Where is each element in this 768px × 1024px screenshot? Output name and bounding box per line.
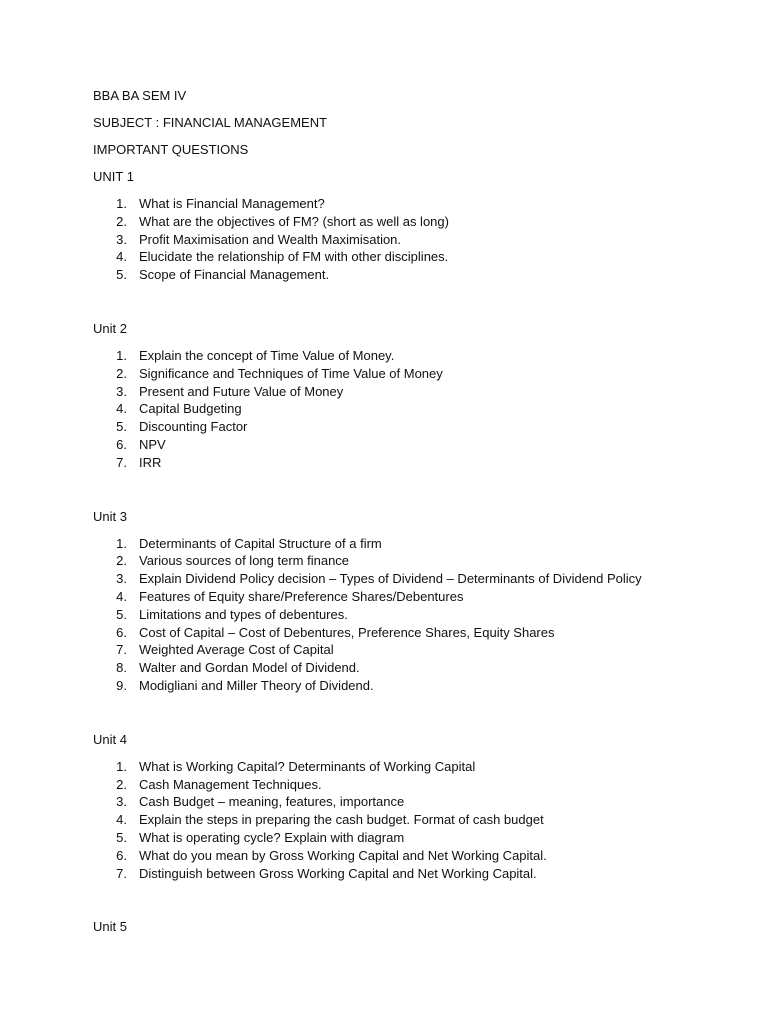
question-number: 6. xyxy=(116,436,127,452)
question-number: 6. xyxy=(116,624,127,640)
question-text: IRR xyxy=(139,454,162,470)
unit-heading: Unit 5 xyxy=(93,919,127,935)
question-number: 1. xyxy=(116,196,127,211)
question-item xyxy=(93,213,733,231)
question-text: Explain Dividend Policy decision – Types of Dividend – Determinants of Dividend Policy xyxy=(139,571,642,587)
question-text: Distinguish between Gross Working Capital and Net Working Capital. xyxy=(139,865,537,881)
question-number: 5. xyxy=(116,419,127,435)
question-text: Cash Budget – meaning, features, importance xyxy=(139,794,405,810)
unit-section xyxy=(93,918,733,936)
question-number: 5. xyxy=(116,829,127,845)
question-text: Capital Budgeting xyxy=(139,401,242,417)
question-text: What is Working Capital? Determinants of Working Capital xyxy=(139,758,476,774)
question-text: Present and Future Value of Money xyxy=(139,383,344,399)
document-title: IMPORTANT QUESTIONS xyxy=(93,142,249,157)
question-number: 1. xyxy=(116,758,127,774)
question-number: 5. xyxy=(116,606,127,622)
question-text: NPV xyxy=(139,436,166,452)
course-title: BBA BA SEM IV xyxy=(93,88,187,103)
question-item xyxy=(93,195,733,213)
question-number: 1. xyxy=(116,347,127,363)
question-item xyxy=(93,811,733,829)
question-text: Explain the steps in preparing the cash budget. Format of cash budget xyxy=(139,812,544,828)
question-text: Cash Management Techniques. xyxy=(139,776,322,792)
unit-heading: Unit 3 xyxy=(93,508,127,524)
question-item xyxy=(93,535,733,553)
question-text: Walter and Gordan Model of Dividend. xyxy=(139,660,360,676)
question-item xyxy=(93,570,733,588)
question-number: 3. xyxy=(116,383,127,399)
question-item xyxy=(93,588,733,606)
question-item xyxy=(93,641,733,659)
question-text: What is Financial Management? xyxy=(139,196,325,211)
question-item xyxy=(93,829,733,847)
section-gap xyxy=(93,472,733,508)
unit-heading: Unit 2 xyxy=(93,320,127,336)
question-item xyxy=(93,418,733,436)
units-container xyxy=(93,168,733,936)
question-number: 4. xyxy=(116,249,127,265)
question-item xyxy=(93,865,733,883)
unit-section xyxy=(93,320,733,508)
question-item xyxy=(93,758,733,776)
question-number: 1. xyxy=(116,535,127,551)
question-text: Cost of Capital – Cost of Debentures, Preference Shares, Equity Shares xyxy=(139,624,555,640)
question-text: Significance and Techniques of Time Value of Money xyxy=(139,365,443,381)
question-number: 2. xyxy=(116,213,127,229)
question-text: What do you mean by Gross Working Capital and Net Working Capital. xyxy=(139,847,547,863)
question-item xyxy=(93,552,733,570)
section-gap xyxy=(93,695,733,731)
question-number: 2. xyxy=(116,776,127,792)
question-text: What are the objectives of FM? (short as well as long) xyxy=(139,213,449,229)
question-number: 5. xyxy=(116,267,127,283)
section-gap xyxy=(93,882,733,918)
question-number: 2. xyxy=(116,553,127,569)
question-number: 6. xyxy=(116,847,127,863)
question-number: 8. xyxy=(116,660,127,676)
question-item xyxy=(93,248,733,266)
question-number: 7. xyxy=(116,454,127,470)
question-text: Weighted Average Cost of Capital xyxy=(139,642,334,658)
question-number: 4. xyxy=(116,588,127,604)
question-item xyxy=(93,847,733,865)
unit-section xyxy=(93,731,733,919)
question-item xyxy=(93,606,733,624)
question-text: Discounting Factor xyxy=(139,419,248,435)
question-text: Elucidate the relationship of FM with other disciplines. xyxy=(139,249,449,265)
question-text: Various sources of long term finance xyxy=(139,553,350,569)
question-item xyxy=(93,677,733,695)
question-text: Limitations and types of debentures. xyxy=(139,606,348,622)
question-text: Profit Maximisation and Wealth Maximisation. xyxy=(139,231,402,247)
question-list xyxy=(93,347,733,472)
document-page xyxy=(93,87,733,945)
question-list xyxy=(93,195,733,284)
question-number: 2. xyxy=(116,365,127,381)
subject-title: SUBJECT : FINANCIAL MANAGEMENT xyxy=(93,115,328,130)
question-number: 9. xyxy=(116,677,127,693)
question-list xyxy=(93,535,733,695)
unit-heading: Unit 4 xyxy=(93,731,127,747)
question-number: 4. xyxy=(116,401,127,417)
question-item xyxy=(93,347,733,365)
question-number: 7. xyxy=(116,865,127,881)
question-number: 3. xyxy=(116,794,127,810)
question-item xyxy=(93,793,733,811)
question-item xyxy=(93,383,733,401)
question-item xyxy=(93,266,733,284)
question-item xyxy=(93,400,733,418)
question-item xyxy=(93,776,733,794)
question-list xyxy=(93,758,733,883)
question-text: Scope of Financial Management. xyxy=(139,267,330,283)
question-item xyxy=(93,454,733,472)
question-number: 4. xyxy=(116,812,127,828)
unit-section xyxy=(93,508,733,731)
question-text: Modigliani and Miller Theory of Dividend. xyxy=(139,677,374,693)
question-number: 3. xyxy=(116,571,127,587)
question-item xyxy=(93,659,733,677)
question-item xyxy=(93,365,733,383)
question-item xyxy=(93,624,733,642)
section-gap xyxy=(93,284,733,320)
unit-section xyxy=(93,168,733,320)
question-item xyxy=(93,436,733,454)
question-number: 7. xyxy=(116,642,127,658)
question-text: Features of Equity share/Preference Shares/Debentures xyxy=(139,588,464,604)
question-number: 3. xyxy=(116,231,127,247)
unit-heading: UNIT 1 xyxy=(93,169,134,184)
question-text: Determinants of Capital Structure of a firm xyxy=(139,535,382,551)
question-text: Explain the concept of Time Value of Money. xyxy=(139,347,395,363)
question-item xyxy=(93,231,733,249)
question-text: What is operating cycle? Explain with diagram xyxy=(139,829,405,845)
